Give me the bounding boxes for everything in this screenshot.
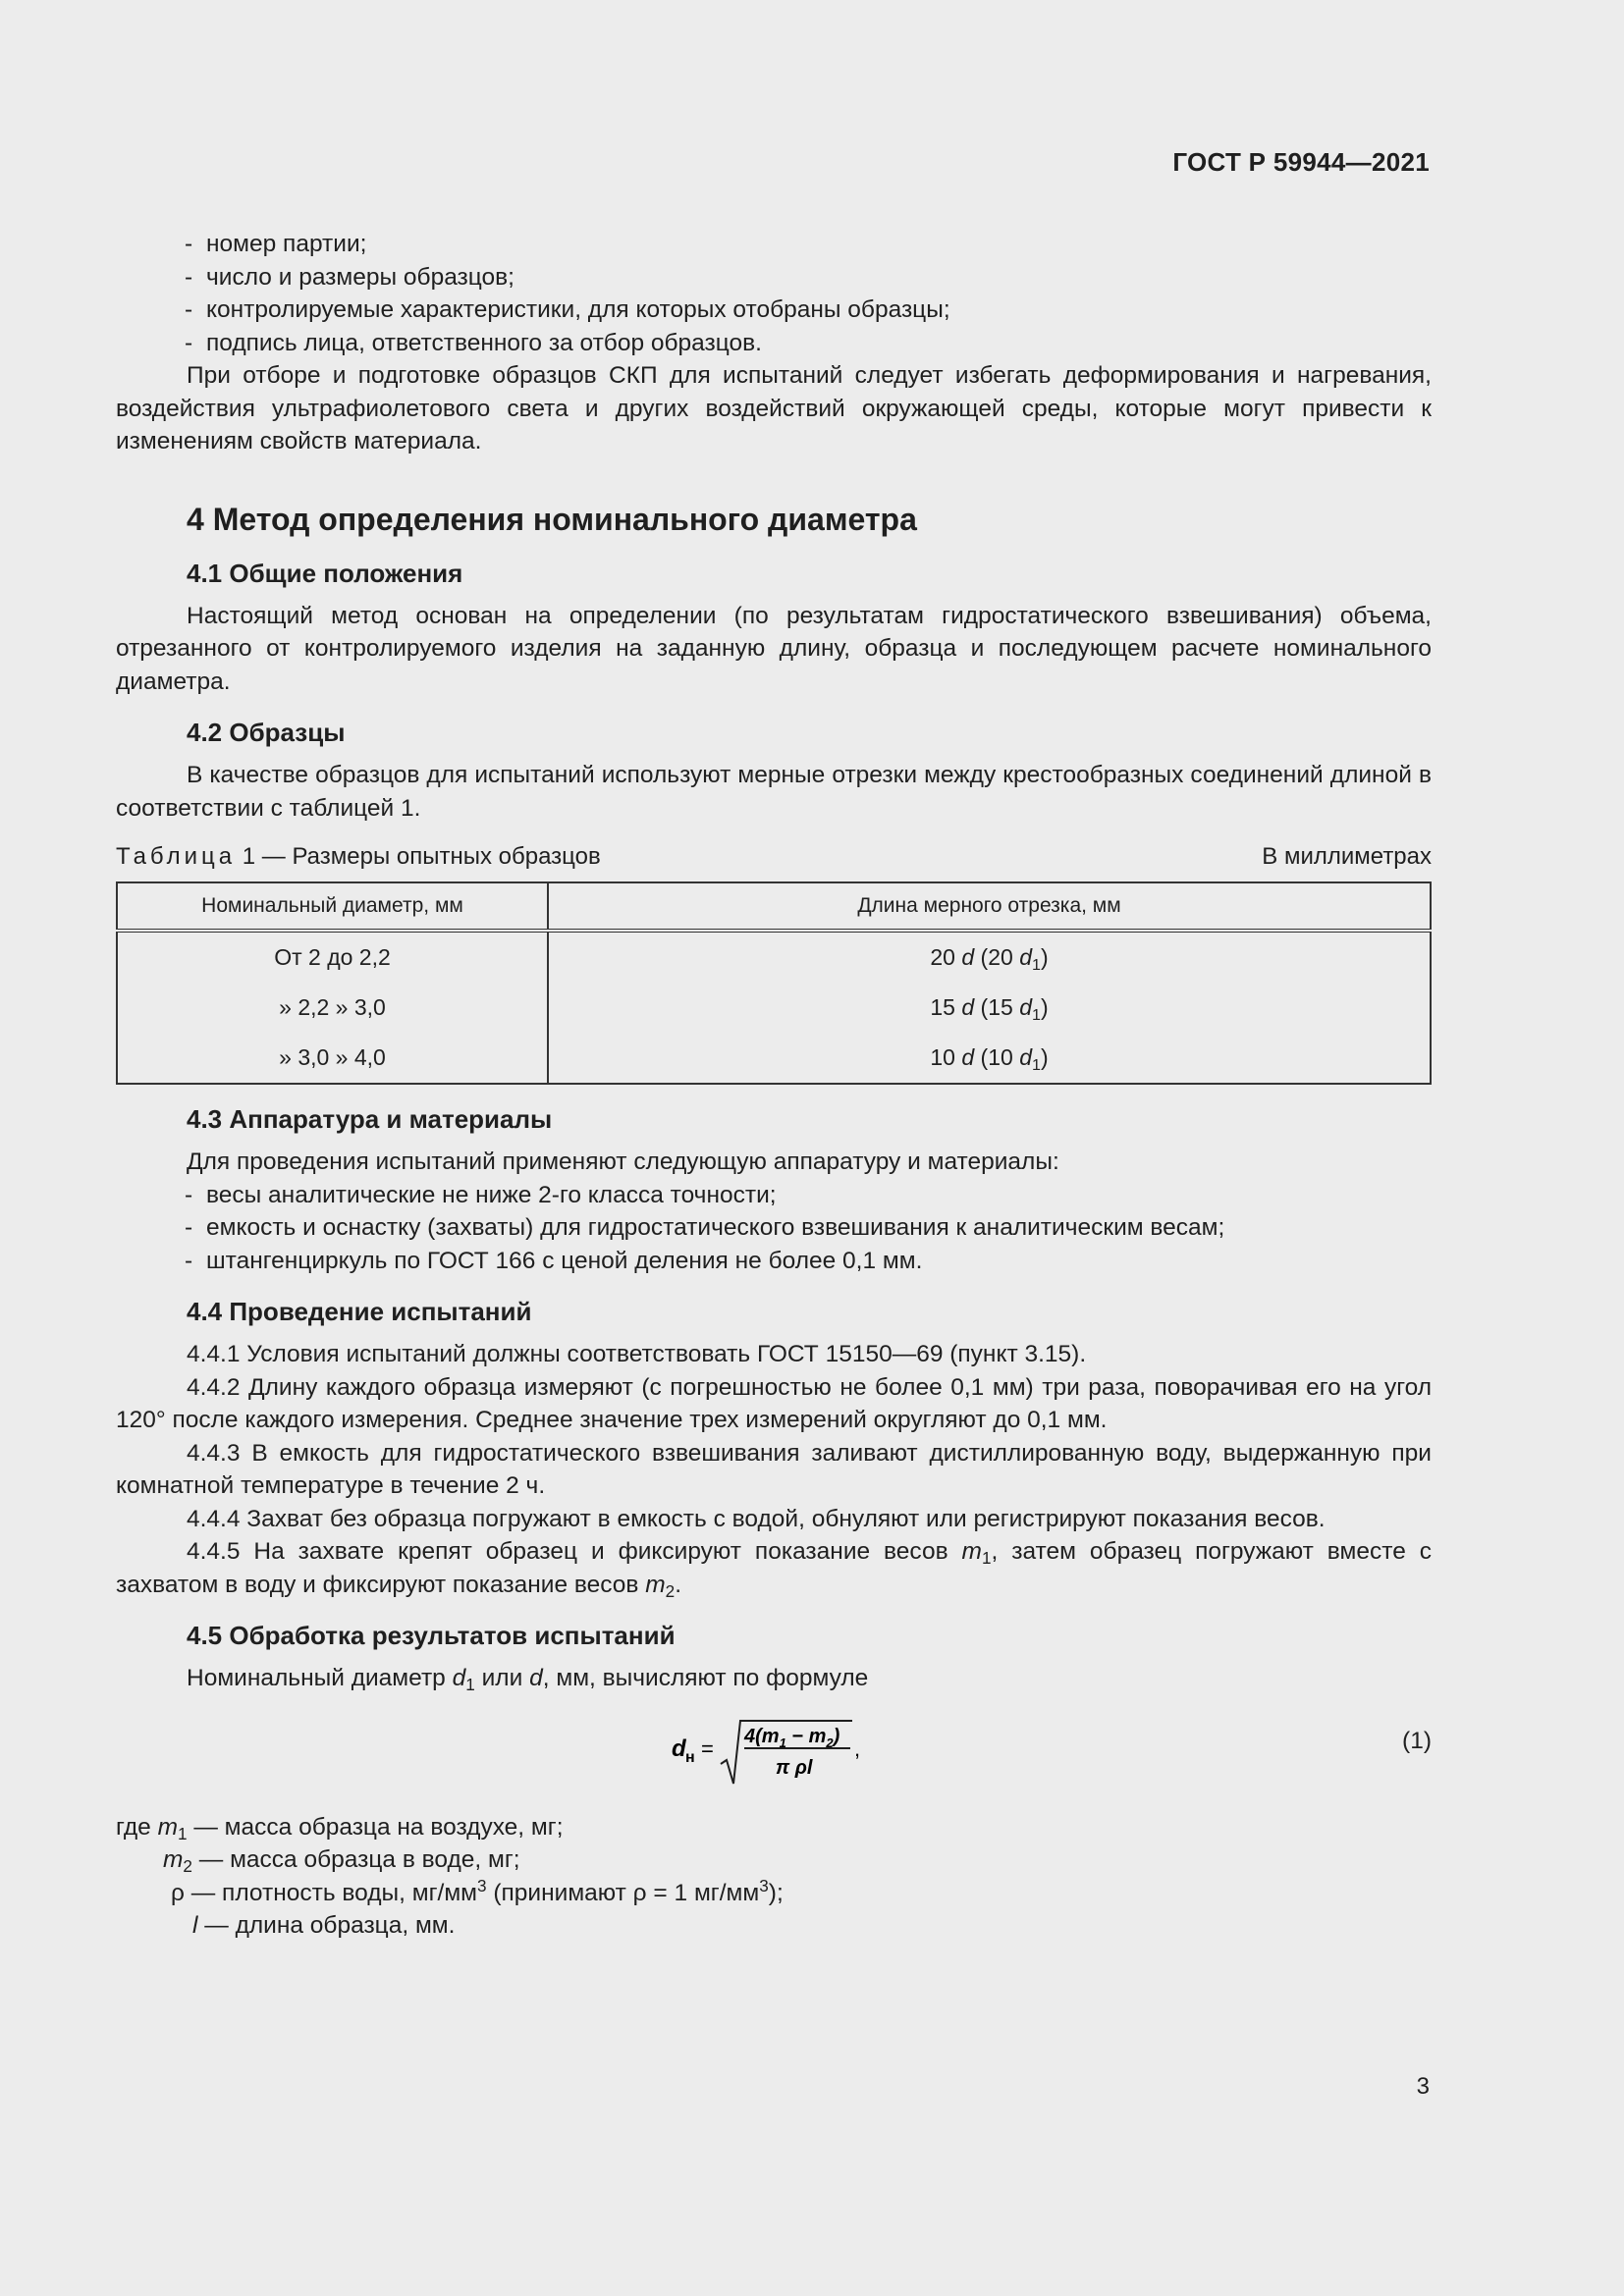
paragraph-4-4-4: 4.4.4 Захват без образца погружают в емкость с водой, обнуляют или регистрируют показания весов. [187, 1505, 1326, 1532]
paragraph-4-5: Номинальный диаметр $d_1$ или d, мм, вычисляют по формуле [187, 1665, 869, 1694]
table-header-row [117, 882, 1431, 931]
table-cell: 20 d (20 $d_1$) [548, 931, 1431, 983]
paragraph-4-4-3: 4.4.3 В емкость для гидростатического взвешивания заливают дистиллированную воду, выдержанную при комнатной температуре в течение 2 ч. [116, 1439, 1432, 1499]
legend-item: ρ — плотность воды, $мг/мм^3$ (принимают ρ = 1 $мг/мм^3$); [171, 1875, 784, 1906]
table-row [117, 1033, 1431, 1084]
table-cell: От 2 до 2,2 [117, 931, 548, 983]
table-caption-text: 1 — Размеры опытных образцов [236, 843, 601, 870]
table-header-cell: Номинальный диаметр, мм [117, 882, 548, 931]
page-number: 3 [1416, 2073, 1430, 2100]
formula-eq: = [701, 1735, 714, 1761]
paragraph-sampling: При отборе и подготовке образцов СКП для испытаний следует избегать деформирования и нагревания, воздействия ультрафиолетового света и других воздействий окружающей среды, которые могут привести к изменениям свойств материала. [116, 362, 1432, 454]
list-item: - весы аналитические не ниже 2-го класса точности; [185, 1181, 777, 1208]
subsection-title-4-2: 4.2 Образцы [187, 718, 346, 747]
legend-item: где $m_1$ — масса образца на воздухе, мг; [116, 1813, 564, 1843]
formula-lhs-sub: н [685, 1748, 695, 1766]
formula-lhs: d [672, 1735, 686, 1762]
list-item: - штангенциркуль по ГОСТ 166 с ценой деления не более 0,1 мм. [185, 1247, 923, 1274]
table-cell: » 3,0 » 4,0 [117, 1033, 548, 1084]
table-cell: 15 d (15 $d_1$) [548, 983, 1431, 1033]
table-caption [116, 842, 1432, 872]
table-units: В миллиметрах [1262, 843, 1432, 870]
subsection-title-4-1: 4.1 Общие положения [187, 558, 463, 588]
paragraph-4-3: Для проведения испытаний применяют следующую аппаратуру и материалы: [187, 1148, 1059, 1175]
subsection-title-4-5: 4.5 Обработка результатов испытаний [187, 1621, 676, 1650]
formula-denominator: π ρl [776, 1756, 813, 1779]
formula-graphic [666, 1705, 862, 1793]
list-item: - номер партии; [185, 231, 367, 257]
formula-numerator: $4(m_1 - m_2)$ [744, 1725, 840, 1750]
section-title: 4 Метод определения номинального диаметра [187, 501, 917, 537]
subsection-title-4-3: 4.3 Аппаратура и материалы [187, 1104, 553, 1134]
table-header-cell: Длина мерного отрезка, мм [548, 882, 1431, 931]
standard-code: ГОСТ Р 59944—2021 [1172, 147, 1430, 177]
subsection-title-4-4: 4.4 Проведение испытаний [187, 1297, 532, 1326]
paragraph-4-4-1: 4.4.1 Условия испытаний должны соответствовать ГОСТ 15150—69 (пункт 3.15). [187, 1341, 1087, 1367]
table-caption-label: Таблица [116, 843, 237, 870]
list-item: - емкость и оснастку (захваты) для гидростатического взвешивания к аналитическим весам; [185, 1214, 1225, 1241]
table-cell: » 2,2 » 3,0 [117, 983, 548, 1033]
list-item: - контролируемые характеристики, для которых отобраны образцы; [185, 296, 950, 323]
page-content [116, 228, 1432, 1943]
formula-1 [116, 1705, 1432, 1793]
formula-comma: , [854, 1735, 861, 1761]
table-row [117, 983, 1431, 1033]
formula-legend [116, 1811, 1432, 1943]
formula-number: (1) [1402, 1727, 1432, 1754]
paragraph-4-4-5: 4.4.5 На захвате крепят образец и фиксируют показание весов $m_1$, затем образец погружают вместе с захватом в воду и фиксируют показание весов $m_2$. [116, 1538, 1433, 1601]
table-row [117, 931, 1431, 983]
sample-size-table [116, 881, 1432, 1085]
legend-item: $m_2$ — масса образца в воде, мг; [163, 1846, 520, 1876]
list-item: - число и размеры образцов; [185, 263, 514, 291]
table-cell: 10 d (10 $d_1$) [548, 1033, 1431, 1084]
paragraph-4-4-2: 4.4.2 Длину каждого образца измеряют (с погрешностью не более 0,1 мм) три раза, поворачивая его на угол 120° после каждого измерения. Среднее значение трех измерений округляют до 0,1 мм. [116, 1373, 1432, 1433]
legend-item: l — длина образца, мм. [192, 1912, 456, 1939]
paragraph-4-1: Настоящий метод основан на определении (по результатам гидростатического взвешивания) объема, отрезанного от контролируемого изделия на заданную длину, образца и последующем расчете номинального диаметра. [116, 602, 1432, 695]
paragraph-4-2: В качестве образцов для испытаний используют мерные отрезки между крестообразных соединений длиной в соответствии с таблицей 1. [116, 762, 1432, 822]
list-item: - подпись лица, ответственного за отбор образцов. [185, 329, 762, 356]
